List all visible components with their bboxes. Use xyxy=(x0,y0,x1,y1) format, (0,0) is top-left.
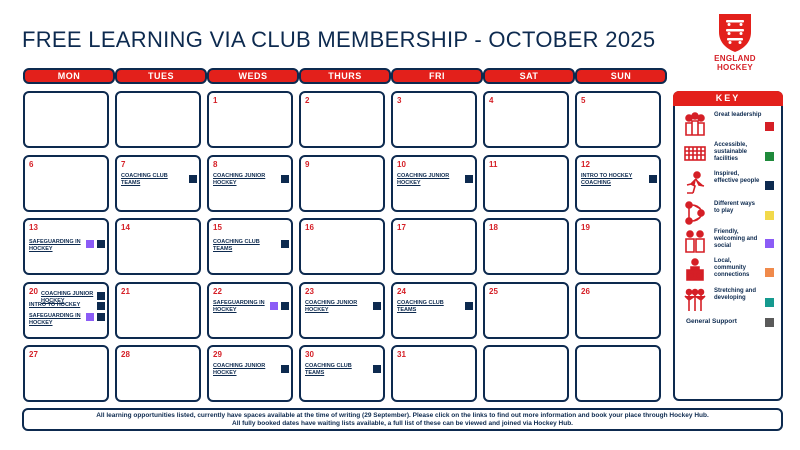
event-link[interactable]: COACHING CLUB TEAMS xyxy=(121,173,168,186)
day-number: 14 xyxy=(121,223,130,232)
event-link[interactable]: SAFEGUARDING IN HOCKEY xyxy=(29,239,81,252)
day-number: 10 xyxy=(397,160,406,169)
day-number: 3 xyxy=(397,96,402,105)
day-header-mon: MON xyxy=(23,68,115,84)
event-link[interactable]: INTRO TO HOCKEY xyxy=(29,302,81,308)
key-item-swatch xyxy=(765,152,774,161)
inspired-tag-swatch xyxy=(189,175,197,183)
inspired-tag-swatch xyxy=(465,175,473,183)
inspired-tag-swatch xyxy=(373,302,381,310)
calendar-cell xyxy=(23,282,109,339)
day-number: 9 xyxy=(305,160,310,169)
event-link[interactable]: COACHING CLUB TEAMS xyxy=(213,239,260,252)
day-number: 23 xyxy=(305,287,314,296)
calendar-cell xyxy=(391,218,477,275)
day-header-sat: SAT xyxy=(483,68,575,84)
calendar-cell xyxy=(23,345,109,402)
calendar-cell xyxy=(299,218,385,275)
inspired-tag-swatch xyxy=(97,292,105,300)
day-number: 22 xyxy=(213,287,222,296)
logo-text-line2: HOCKEY xyxy=(716,63,754,72)
footer-line-1: All learning opportunities listed, currently have spaces available at the time of writing (29 September). Please click on the links to find out more information and book your place through Hockey Hub. xyxy=(96,412,709,419)
calendar-cell xyxy=(299,155,385,212)
calendar-cell xyxy=(299,282,385,339)
calendar-cell xyxy=(391,345,477,402)
leadership-icon xyxy=(683,112,707,136)
inspired-tag-swatch xyxy=(281,365,289,373)
key-item-label: Different ways to play xyxy=(714,201,756,214)
day-header-tues: TUES xyxy=(115,68,207,84)
inspired-tag-swatch xyxy=(465,302,473,310)
key-item-label: Stretching and developing xyxy=(714,288,757,301)
calendar-cell xyxy=(115,218,201,275)
calendar-cell xyxy=(483,91,569,148)
calendar-cell xyxy=(391,282,477,339)
day-number: 2 xyxy=(305,96,310,105)
key-item-swatch xyxy=(765,268,774,277)
inspired-tag-swatch xyxy=(281,240,289,248)
calendar-cell xyxy=(575,345,661,402)
day-number: 5 xyxy=(581,96,586,105)
england-hockey-logo[interactable] xyxy=(700,12,770,72)
calendar-cell xyxy=(483,218,569,275)
key-item xyxy=(683,288,778,318)
calendar-cell xyxy=(391,155,477,212)
inspired-tag-swatch xyxy=(97,313,105,321)
event-link[interactable]: COACHING JUNIOR HOCKEY xyxy=(305,300,358,313)
day-number: 15 xyxy=(213,223,222,232)
event-link[interactable]: SAFEGUARDING IN HOCKEY xyxy=(213,300,265,313)
key-item-swatch xyxy=(765,298,774,307)
day-header-thurs: THURS xyxy=(299,68,391,84)
inspired-tag-swatch xyxy=(281,302,289,310)
key-item-label: Friendly, welcoming and social xyxy=(714,229,758,249)
event-link[interactable]: SAFEGUARDING IN HOCKEY xyxy=(29,313,81,326)
calendar-cell xyxy=(115,91,201,148)
day-number: 28 xyxy=(121,350,130,359)
event-link[interactable]: COACHING JUNIOR HOCKEY xyxy=(213,173,266,186)
inspired-tag-swatch xyxy=(97,302,105,310)
inspired-tag-swatch xyxy=(373,365,381,373)
event-link[interactable]: COACHING JUNIOR HOCKEY xyxy=(397,173,450,186)
calendar-cell xyxy=(115,345,201,402)
key-item-swatch xyxy=(765,122,774,131)
logo-text-line1: ENGLAND xyxy=(714,54,756,63)
day-number: 21 xyxy=(121,287,130,296)
community-icon xyxy=(683,258,707,282)
footer-line-2: All fully booked dates have waiting lists available, a full list of these can be viewed and joined via Hockey Hub. xyxy=(232,420,573,427)
key-item xyxy=(683,142,778,172)
day-number: 13 xyxy=(29,223,38,232)
page-title: FREE LEARNING VIA CLUB MEMBERSHIP - OCTOBER 2025 xyxy=(22,27,656,52)
day-number: 8 xyxy=(213,160,218,169)
friendly-tag-swatch xyxy=(86,313,94,321)
player-icon xyxy=(683,171,707,195)
day-header-sun: SUN xyxy=(575,68,667,84)
day-number: 19 xyxy=(581,223,590,232)
key-item-swatch xyxy=(765,211,774,220)
key-item xyxy=(683,112,778,142)
inspired-tag-swatch xyxy=(281,175,289,183)
day-number: 12 xyxy=(581,160,590,169)
stretching-icon xyxy=(683,288,707,312)
day-number: 27 xyxy=(29,350,38,359)
inspired-tag-swatch xyxy=(649,175,657,183)
day-number: 16 xyxy=(305,223,314,232)
calendar-cell xyxy=(575,218,661,275)
day-number: 7 xyxy=(121,160,126,169)
event-link[interactable]: COACHING JUNIOR HOCKEY xyxy=(41,291,94,304)
day-number: 31 xyxy=(397,350,406,359)
key-item-swatch xyxy=(765,239,774,248)
day-number: 24 xyxy=(397,287,406,296)
calendar-cell xyxy=(575,155,661,212)
key-item xyxy=(683,258,778,288)
day-number: 17 xyxy=(397,223,406,232)
calendar-cell xyxy=(207,91,293,148)
day-number: 25 xyxy=(489,287,498,296)
general-support-swatch xyxy=(765,318,774,327)
event-link[interactable]: COACHING CLUB TEAMS xyxy=(397,300,444,313)
key-item-swatch xyxy=(765,181,774,190)
key-item-label: Great leadership xyxy=(714,112,762,118)
key-title: KEY xyxy=(673,91,783,106)
day-number: 11 xyxy=(489,160,498,169)
calendar-cell xyxy=(299,345,385,402)
goal-icon xyxy=(683,142,707,166)
crest-icon xyxy=(717,12,753,54)
calendar-cell xyxy=(207,218,293,275)
calendar-cell xyxy=(207,155,293,212)
day-number: 4 xyxy=(489,96,494,105)
day-number: 26 xyxy=(581,287,590,296)
day-number: 1 xyxy=(213,96,218,105)
calendar-cell xyxy=(207,345,293,402)
footer-note xyxy=(22,408,783,431)
day-number: 30 xyxy=(305,350,314,359)
day-number: 18 xyxy=(489,223,498,232)
play-options-icon xyxy=(683,201,707,225)
key-item xyxy=(683,171,778,201)
calendar-cell xyxy=(483,155,569,212)
key-item xyxy=(683,201,778,231)
day-header-weds: WEDS xyxy=(207,68,299,84)
inspired-tag-swatch xyxy=(97,240,105,248)
key-item-label: Local, community connections xyxy=(714,258,750,278)
friends-icon xyxy=(683,229,707,253)
calendar-cell xyxy=(575,282,661,339)
day-number: 20 xyxy=(29,287,38,296)
event-link[interactable]: COACHING JUNIOR HOCKEY xyxy=(213,363,266,376)
day-header-fri: FRI xyxy=(391,68,483,84)
day-number: 6 xyxy=(29,160,34,169)
day-number: 29 xyxy=(213,350,222,359)
general-support-label: General Support xyxy=(686,318,737,325)
calendar-cell xyxy=(115,282,201,339)
calendar-cell xyxy=(575,91,661,148)
friendly-tag-swatch xyxy=(270,302,278,310)
event-link[interactable]: INTRO TO HOCKEY COACHING xyxy=(581,173,633,186)
calendar-cell xyxy=(207,282,293,339)
calendar-cell xyxy=(483,282,569,339)
event-link[interactable]: COACHING CLUB TEAMS xyxy=(305,363,352,376)
calendar-cell xyxy=(483,345,569,402)
key-item-label: Accessible, sustainable facilities xyxy=(714,142,748,162)
calendar-cell xyxy=(23,218,109,275)
friendly-tag-swatch xyxy=(86,240,94,248)
calendar-cell xyxy=(115,155,201,212)
calendar-cell xyxy=(391,91,477,148)
calendar-cell xyxy=(299,91,385,148)
calendar-cell xyxy=(23,91,109,148)
key-item-label: Inspired, effective people xyxy=(714,171,760,184)
key-item xyxy=(683,229,778,259)
calendar-cell xyxy=(23,155,109,212)
